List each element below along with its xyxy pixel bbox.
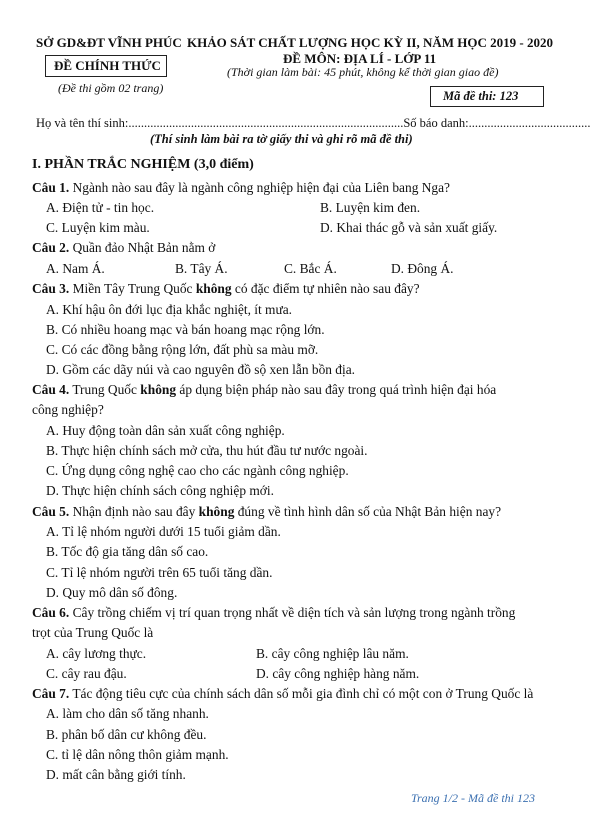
department-name: SỞ GD&ĐT VĨNH PHÚC — [36, 35, 182, 50]
q2-option-b: B. Tây Á. — [175, 261, 228, 276]
q5-option-b: B. Tốc độ gia tăng dân số cao. — [46, 544, 209, 559]
question-number: Câu 6. — [32, 605, 70, 620]
question-number: Câu 7. — [32, 686, 70, 701]
exam-title: KHẢO SÁT CHẤT LƯỢNG HỌC KỲ II, NĂM HỌC 2019 - 2020 — [187, 35, 553, 50]
q2-option-c: C. Bắc Á. — [284, 261, 337, 276]
time-note: (Thời gian làm bài: 45 phút, không kể thời gian giao đề) — [227, 65, 499, 79]
q1-option-a: A. Điện tử - tin học. — [46, 200, 155, 215]
q4-option-c: C. Ứng dụng công nghệ cao cho các ngành công nghiệp. — [46, 463, 349, 478]
q3-option-b: B. Có nhiều hoang mạc và bán hoang mạc rộng lớn. — [46, 322, 325, 337]
q5-option-d: D. Quy mô dân số đông. — [46, 585, 178, 600]
question-7 — [32, 684, 533, 704]
q3-option-d: D. Gồm các dãy núi và cao nguyên đồ sộ xen lẫn bồn địa. — [46, 362, 356, 377]
question-text: Ngành nào sau đây là ngành công nghiệp hiện đại của Liên bang Nga? — [72, 180, 450, 195]
question-number: Câu 1. — [32, 180, 70, 195]
question-keyword: không — [140, 382, 177, 397]
question-number: Câu 5. — [32, 504, 70, 519]
question-keyword: không — [195, 281, 232, 296]
question-4 — [32, 380, 496, 400]
q1-option-b: B. Luyện kim đen. — [320, 200, 421, 215]
q3-option-c: C. Có các đồng bằng rộng lớn, đất phù sa màu mỡ. — [46, 342, 319, 357]
q4-option-b: B. Thực hiện chính sách mở cửa, thu hút đầu tư nước ngoài. — [46, 443, 368, 458]
official-label: ĐỀ CHÍNH THỨC — [54, 58, 161, 73]
exam-subject: ĐỀ MÔN: ĐỊA LÍ - LỚP 11 — [283, 51, 437, 66]
question-6 — [32, 603, 515, 623]
q7-option-a: A. làm cho dân số tăng nhanh. — [46, 706, 209, 721]
name-label: Họ và tên thí sinh: — [36, 116, 129, 130]
name-dots: ........................................................................................ — [128, 116, 404, 130]
question-3 — [32, 279, 420, 299]
question-text: Miền Tây Trung Quốc — [72, 281, 196, 296]
question-text-rest: áp dụng biện pháp nào sau đây trong quá trình hiện đại hóa — [176, 382, 497, 397]
candidate-line — [36, 116, 591, 131]
q4-option-a: A. Huy động toàn dân sản xuất công nghiệp. — [46, 423, 285, 438]
q6-option-d: D. cây công nghiệp hàng năm. — [256, 666, 420, 681]
question-text: Cây trồng chiếm vị trí quan trọng nhất về diện tích và sản lượng trong ngành trồng — [72, 605, 516, 620]
question-text-rest: có đặc điểm tự nhiên nào sau đây? — [231, 281, 420, 296]
question-6-line2: trọt của Trung Quốc là — [32, 625, 154, 640]
question-keyword: không — [198, 504, 235, 519]
question-text: Nhận định nào sau đây — [72, 504, 199, 519]
q2-option-a: A. Nam Á. — [46, 261, 105, 276]
question-text: Trung Quốc — [72, 382, 141, 397]
q6-option-c: C. cây rau đậu. — [46, 666, 127, 681]
question-2 — [32, 238, 215, 258]
question-number: Câu 3. — [32, 281, 70, 296]
section-title: I. PHẦN TRẮC NGHIỆM (3,0 điểm) — [32, 157, 254, 172]
question-5 — [32, 502, 501, 522]
question-text: Tác động tiêu cực của chính sách dân số mỗi gia đình chỉ có một con ở Trung Quốc là — [72, 686, 534, 701]
q1-option-c: C. Luyện kim màu. — [46, 220, 150, 235]
q7-option-d: D. mất cân bằng giới tính. — [46, 767, 186, 782]
pages-note: (Đề thi gồm 02 trang) — [58, 81, 164, 95]
question-4-line2: công nghiệp? — [32, 402, 104, 417]
q6-option-a: A. cây lương thực. — [46, 646, 147, 661]
q7-option-c: C. tỉ lệ dân nông thôn giảm mạnh. — [46, 747, 229, 762]
question-number: Câu 4. — [32, 382, 70, 397]
q6-option-b: B. cây công nghiệp lâu năm. — [256, 646, 409, 661]
exam-code: Mã đề thi: 123 — [443, 89, 519, 103]
q5-option-c: C. Tỉ lệ nhóm người trên 65 tuổi tăng dần. — [46, 565, 273, 580]
page-footer: Trang 1/2 - Mã đề thi 123 — [411, 791, 536, 805]
sbd-label: Số báo danh: — [403, 116, 469, 130]
question-text-rest: đúng về tình hình dân số của Nhật Bản hiện nay? — [234, 504, 502, 519]
sbd-dots: ....................................... — [468, 116, 591, 130]
q2-option-d: D. Đông Á. — [391, 261, 454, 276]
q5-option-a: A. Tỉ lệ nhóm người dưới 15 tuổi giảm dần. — [46, 524, 281, 539]
q3-option-a: A. Khí hậu ôn đới lục địa khắc nghiệt, ít mưa. — [46, 302, 293, 317]
question-text: Quần đảo Nhật Bản nằm ở — [72, 240, 216, 255]
q4-option-d: D. Thực hiện chính sách công nghiệp mới. — [46, 483, 274, 498]
q1-option-d: D. Khai thác gỗ và sản xuất giấy. — [320, 220, 498, 235]
question-1 — [32, 178, 450, 198]
candidate-instruction: (Thí sinh làm bài ra tờ giấy thi và ghi rõ mã đề thi) — [150, 132, 413, 146]
q7-option-b: B. phân bố dân cư không đều. — [46, 727, 207, 742]
question-number: Câu 2. — [32, 240, 70, 255]
